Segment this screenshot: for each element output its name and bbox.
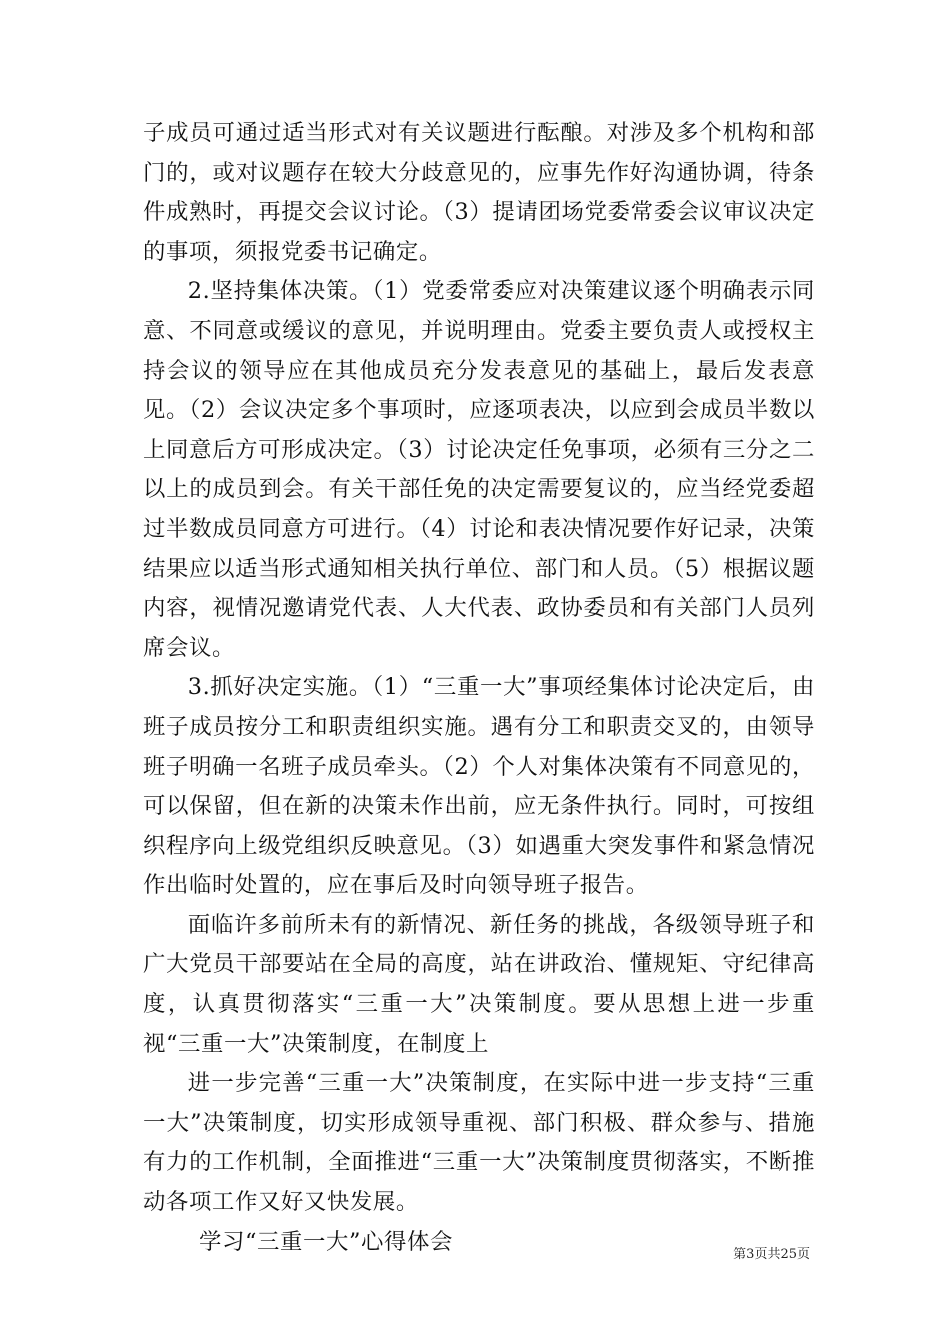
- paragraph-continued: 子成员可通过适当形式对有关议题进行酝酿。对涉及多个机构和部门的，或对议题存在较大分歧意见的，应事先作好沟通协调，待条件成熟时，再提交会议讨论。（3）提请团场党委常委会议审议决定的事项，须报党委书记确定。: [143, 120, 815, 265]
- paragraph-implementation: 3.抓好决定实施。（1）“三重一大”事项经集体讨论决定后，由班子成员按分工和职责组织实施。遇有分工和职责交叉的，由领导班子明确一名班子成员牵头。（2）个人对集体决策有不同意见的，可以保留，但在新的决策未作出前，应无条件执行。同时，可按组织程序向上级党组织反映意见。（3）如遇重大突发事件和紧急情况作出临时处置的，应在事后及时向领导班子报告。: [143, 674, 815, 899]
- paragraph-improvement: 进一步完善“三重一大”决策制度，在实际中进一步支持“三重一大”决策制度，切实形成领导重视、部门积极、群众参与、措施有力的工作机制，全面推进“三重一大”决策制度贯彻落实，不断推动各项工作又好又快发展。: [143, 1070, 815, 1216]
- paragraph-challenges: 面临许多前所未有的新情况、新任务的挑战，各级领导班子和广大党员干部要站在全局的高度，站在讲政治、懂规矩、守纪律高度，认真贯彻落实“三重一大”决策制度。要从思想上进一步重视“三重一大”决策制度，在制度上: [143, 911, 815, 1057]
- document-body: [143, 114, 815, 1262]
- page-number: 第3页共25页: [733, 1247, 810, 1262]
- section-heading: 学习“三重一大”心得体会: [199, 1228, 453, 1255]
- paragraph-collective-decision: 2.坚持集体决策。（1）党委常委应对决策建议逐个明确表示同意、不同意或缓议的意见，并说明理由。党委主要负责人或授权主持会议的领导应在其他成员充分发表意见的基础上，最后发表意见。（2）会议决定多个事项时，应逐项表决，以应到会成员半数以上同意后方可形成决定。（3）讨论决定任免事项，必须有三分之二以上的成员到会。有关干部任免的决定需要复议的，应当经党委超过半数成员同意方可进行。（4）讨论和表决情况要作好记录，决策结果应以适当形式通知相关执行单位、部门和人员。（5）根据议题内容，视情况邀请党代表、人大代表、政协委员和有关部门人员列席会议。: [143, 278, 815, 661]
